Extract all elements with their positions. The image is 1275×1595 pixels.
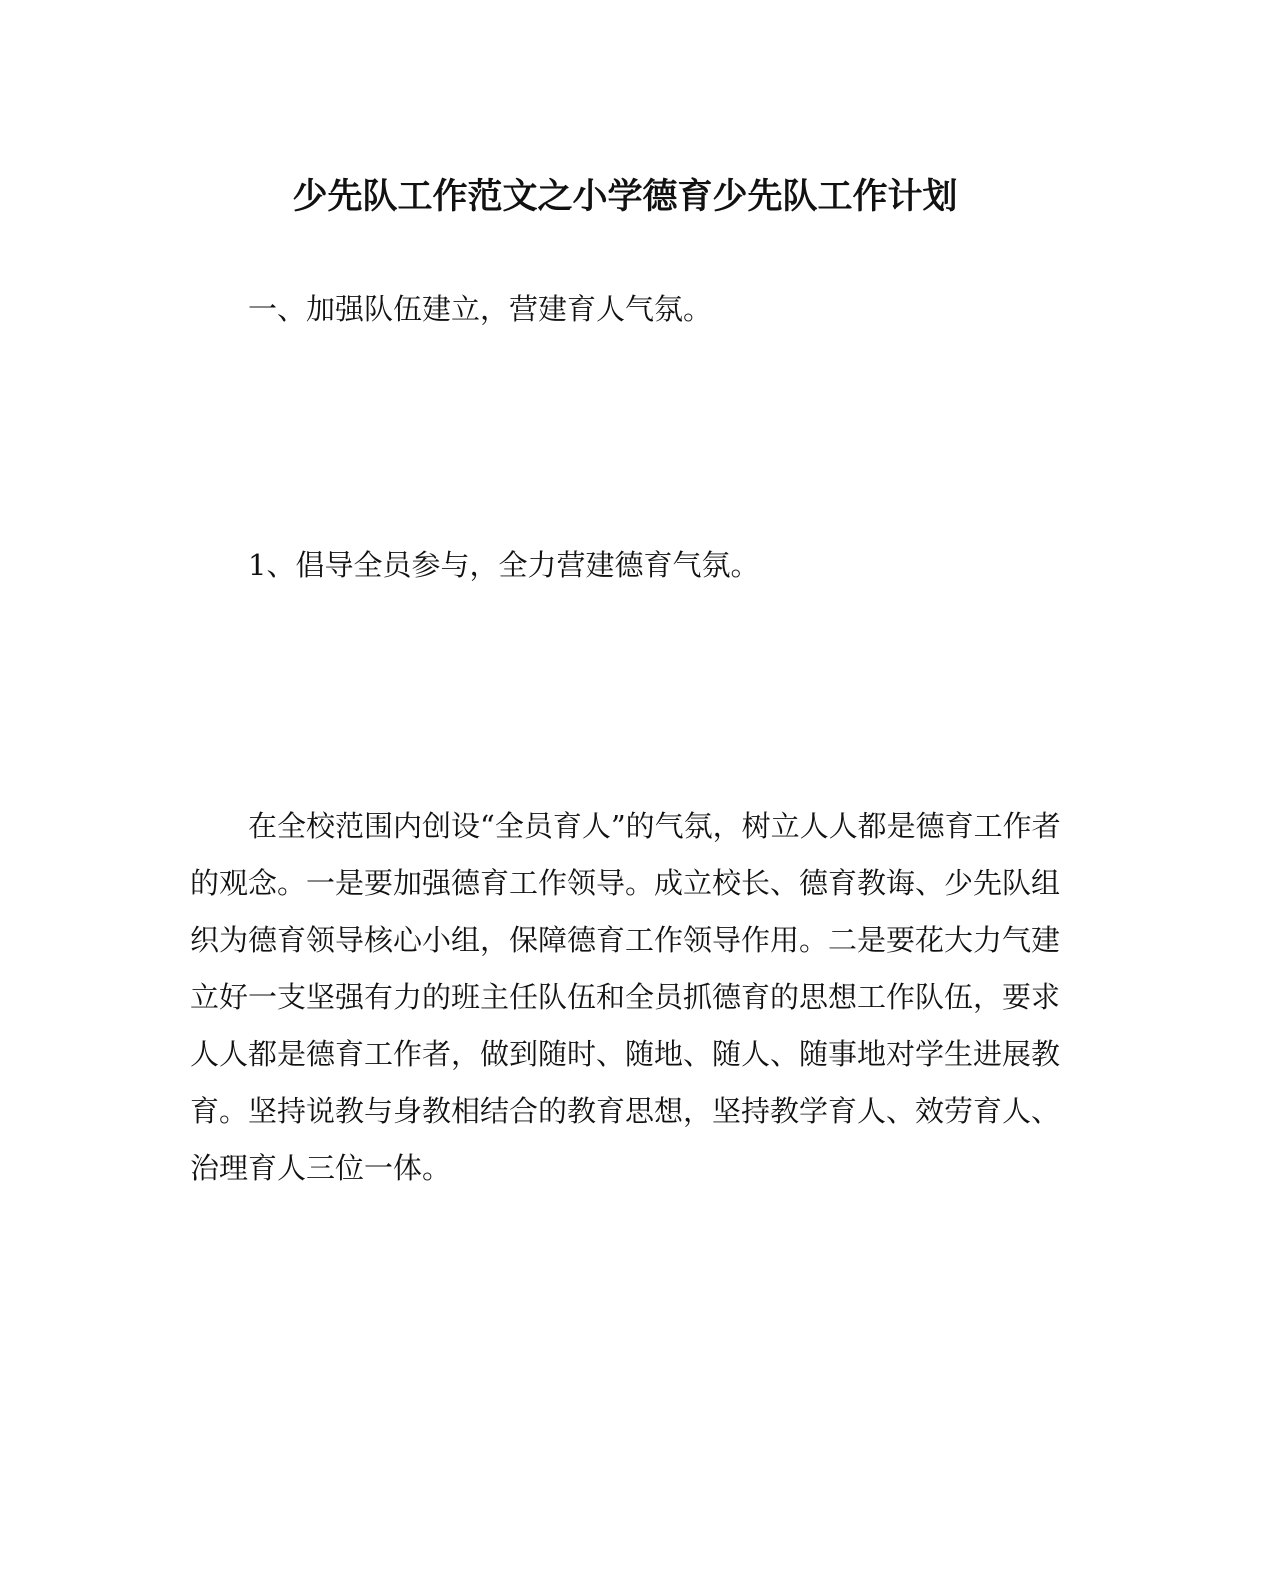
paragraph-line: 织为德育领导核心小组，保障德育工作领导作用。二是要花大力气建 [190, 923, 1061, 957]
paragraph-line: 人人都是德育工作者，做到随时、随地、随人、随事地对学生进展教 [190, 1037, 1061, 1071]
paragraph-line: 育。坚持说教与身教相结合的教育思想，坚持教学育人、效劳育人、 [190, 1094, 1061, 1128]
document-title: 少先队工作范文之小学德育少先队工作计划 [292, 176, 958, 217]
paragraph-line: 的观念。一是要加强德育工作领导。成立校长、德育教诲、少先队组 [190, 866, 1061, 900]
paragraph-line: 立好一支坚强有力的班主任队伍和全员抓德育的思想工作队伍，要求 [190, 980, 1061, 1014]
paragraph-line: 治理育人三位一体。 [190, 1151, 452, 1185]
section-heading: 一、加强队伍建立，营建育人气氛。 [248, 292, 713, 326]
paragraph-line: 在全校范围内创设“全员育人”的气氛，树立人人都是德育工作者 [248, 809, 1061, 843]
body-paragraph [190, 798, 1061, 1197]
subsection-heading: 1、倡导全员参与，全力营建德育气氛。 [248, 548, 760, 582]
